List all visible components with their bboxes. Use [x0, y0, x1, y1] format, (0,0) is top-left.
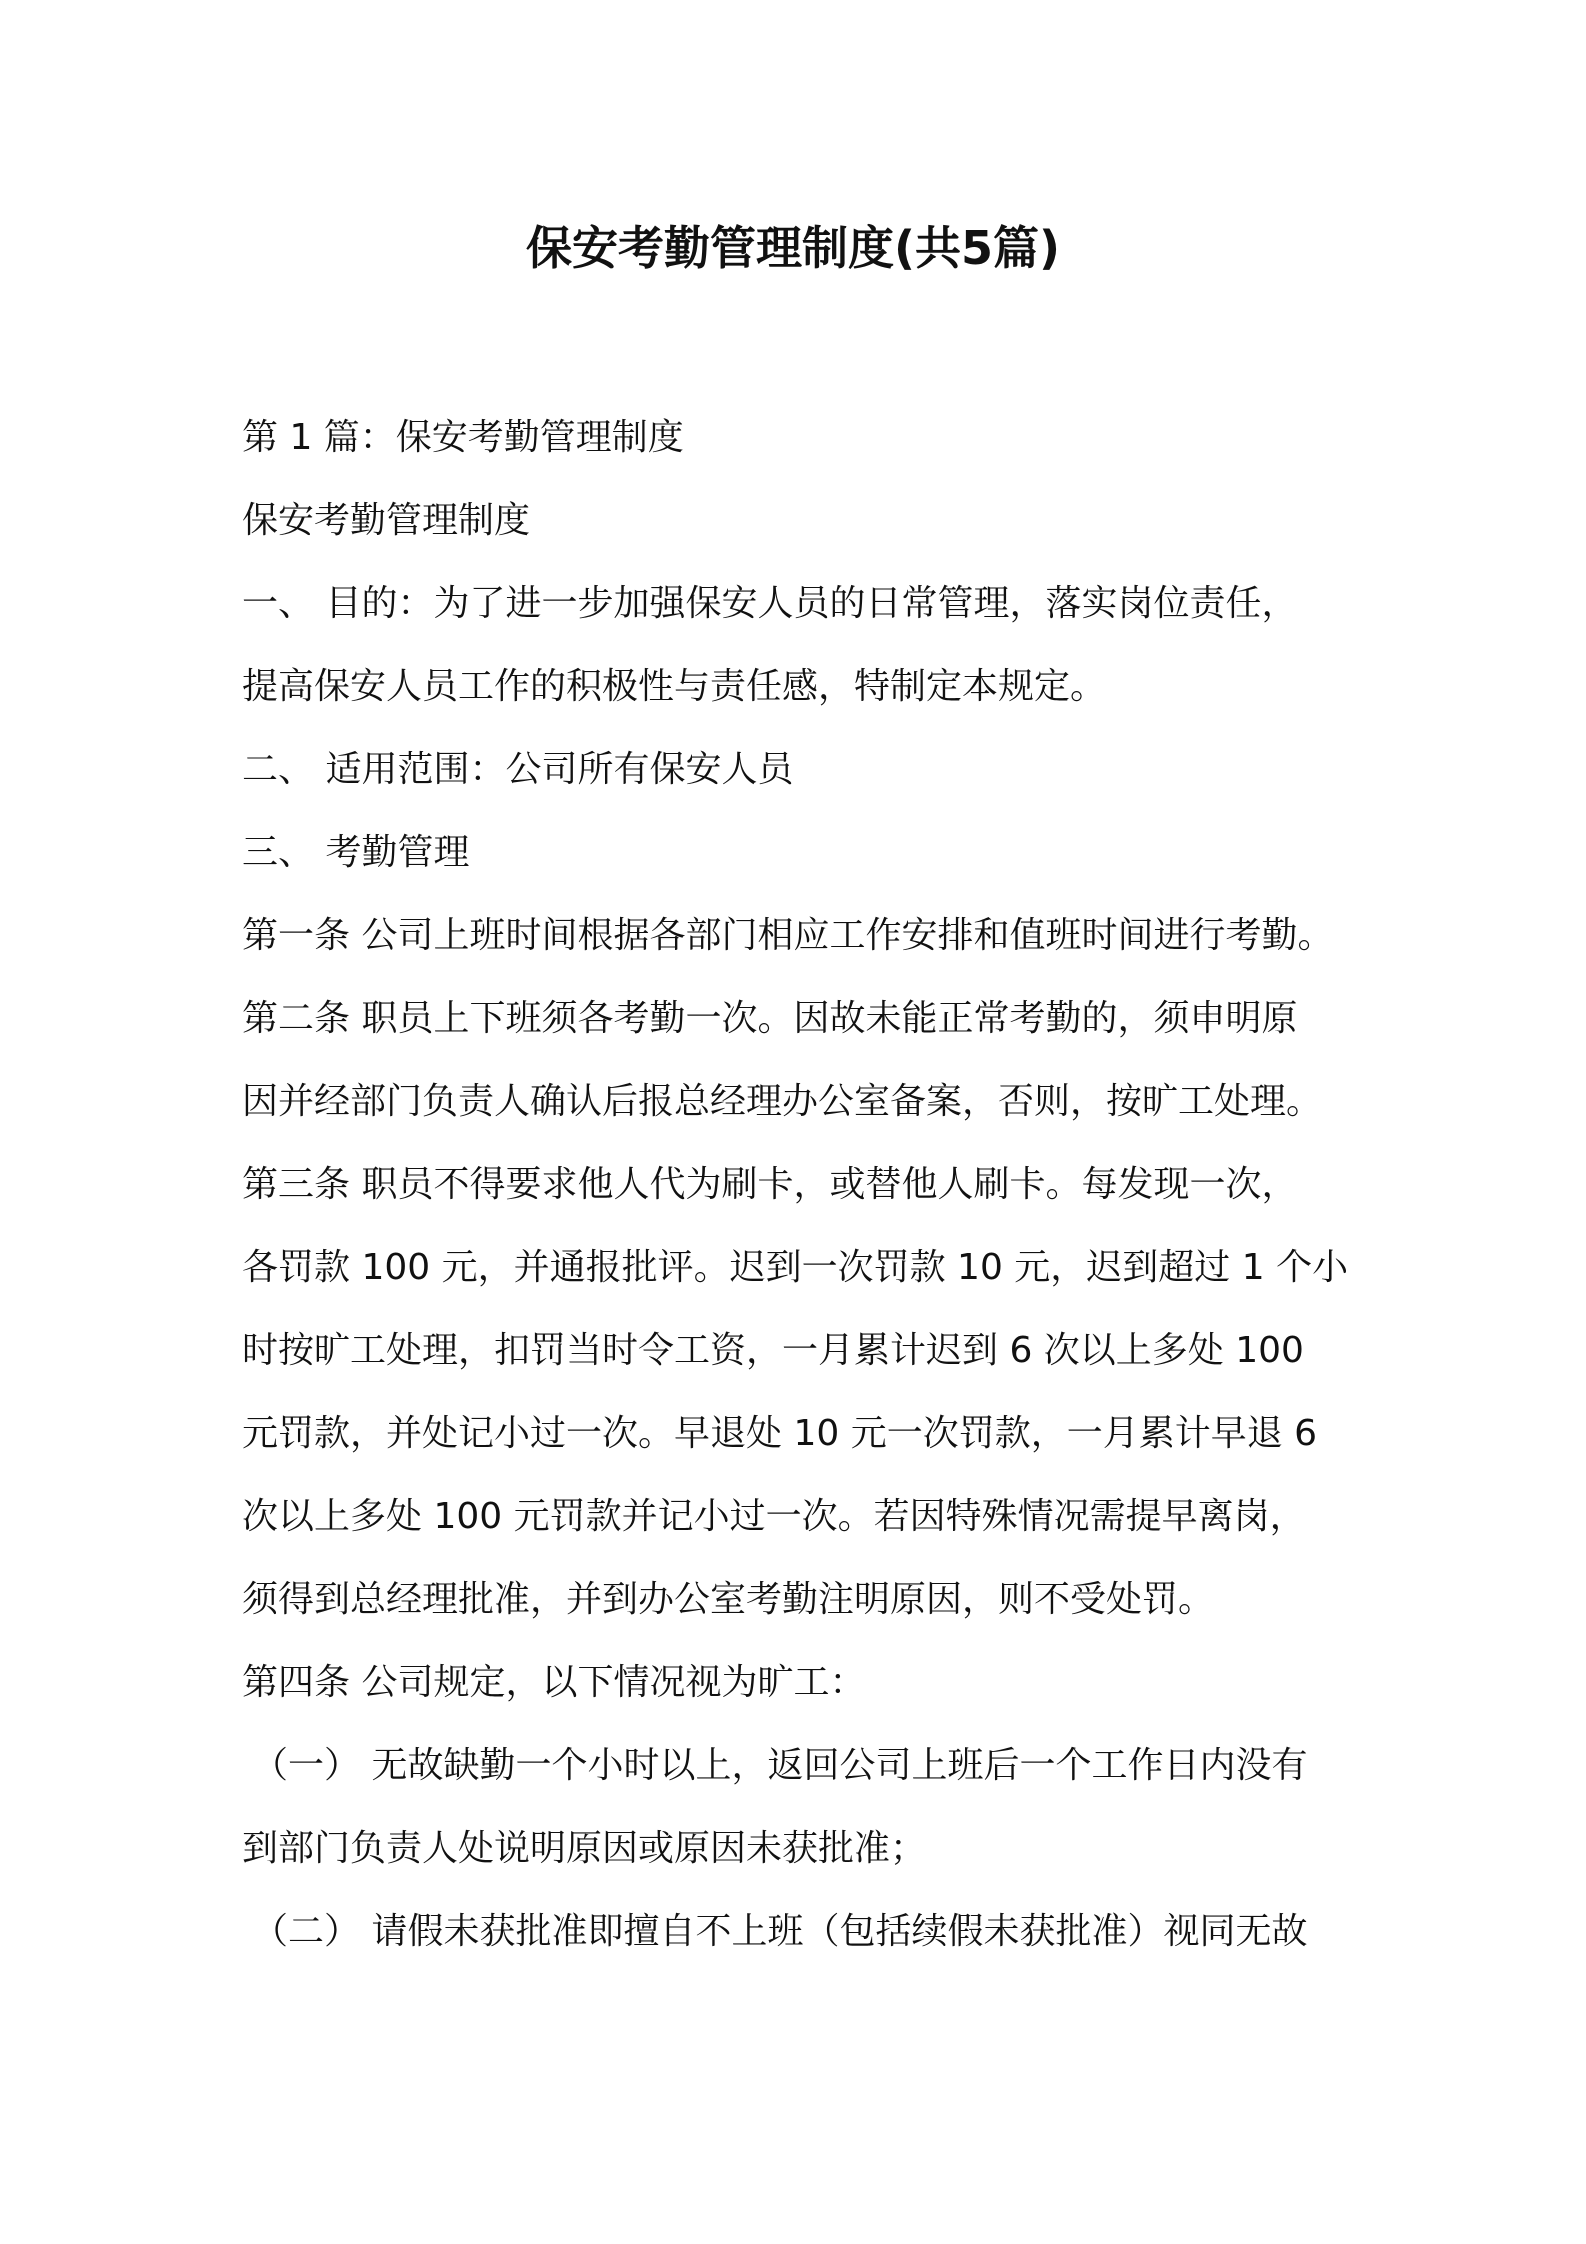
paragraph-line: 时按旷工处理，扣罚当时令工资，一月累计迟到 6 次以上多处 100 [242, 1330, 1304, 1371]
paragraph-line: 第三条 职员不得要求他人代为刷卡，或替他人刷卡。每发现一次， [242, 1164, 1298, 1205]
subheading: 保安考勤管理制度 [242, 500, 531, 541]
paragraph-line: （一） 无故缺勤一个小时以上，返回公司上班后一个工作日内没有 [252, 1745, 1308, 1786]
paragraph-line: 元罚款，并处记小过一次。早退处 10 元一次罚款，一月累计早退 6 [242, 1413, 1318, 1454]
paragraph-line: 二、 适用范围：公司所有保安人员 [242, 749, 794, 790]
paragraph-line: 因并经部门负责人确认后报总经理办公室备案，否则，按旷工处理。 [242, 1081, 1323, 1122]
paragraph-line: 一、 目的：为了进一步加强保安人员的日常管理，落实岗位责任， [242, 583, 1298, 624]
paragraph-line: 三、 考勤管理 [242, 832, 470, 873]
paragraph-line: （二） 请假未获批准即擅自不上班（包括续假未获批准）视同无故 [252, 1911, 1308, 1952]
paragraph-line: 各罚款 100 元，并通报批评。迟到一次罚款 10 元，迟到超过 1 个小 [242, 1247, 1349, 1288]
paragraph-line: 到部门负责人处说明原因或原因未获批准； [242, 1828, 927, 1869]
section-heading: 第 1 篇：保安考勤管理制度 [242, 417, 684, 458]
document-body [242, 396, 1372, 1973]
paragraph-line: 第四条 公司规定，以下情况视为旷工： [242, 1662, 866, 1703]
paragraph-line: 须得到总经理批准，并到办公室考勤注明原因，则不受处罚。 [242, 1579, 1215, 1620]
paragraph-line: 次以上多处 100 元罚款并记小过一次。若因特殊情况需提早离岗， [242, 1496, 1306, 1537]
document-title: 保安考勤管理制度(共5篇) [525, 221, 1061, 275]
paragraph-line: 提高保安人员工作的积极性与责任感，特制定本规定。 [242, 666, 1107, 707]
paragraph-line: 第二条 职员上下班须各考勤一次。因故未能正常考勤的，须申明原 [242, 998, 1298, 1039]
paragraph-line: 第一条 公司上班时间根据各部门相应工作安排和值班时间进行考勤。 [242, 915, 1334, 956]
